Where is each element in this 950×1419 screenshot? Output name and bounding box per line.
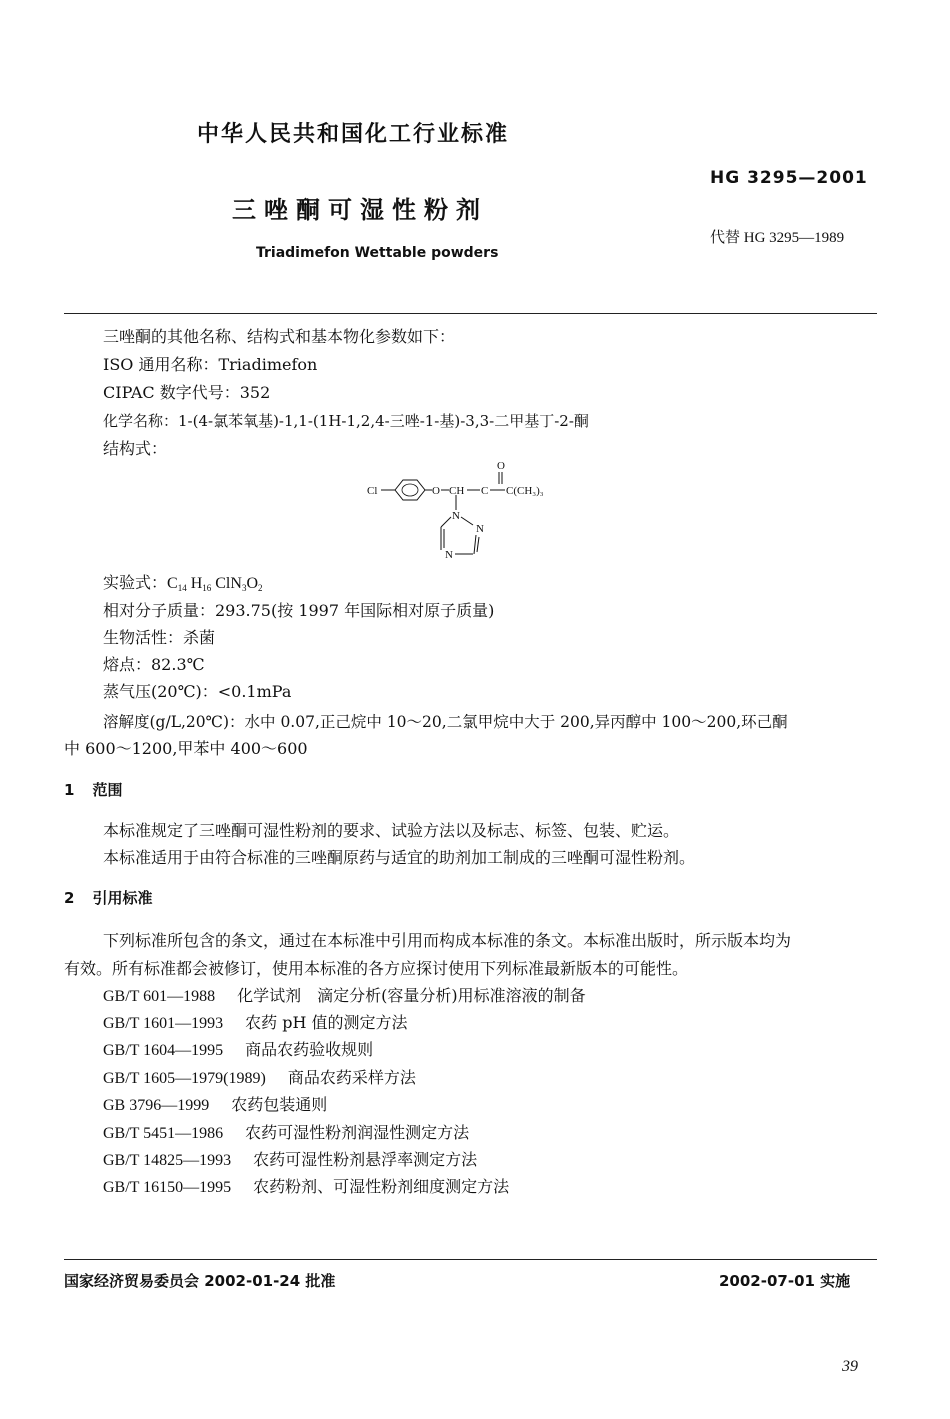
struct-bond — [461, 517, 473, 525]
standard-number: HG 3295—2001 — [710, 168, 868, 188]
reference-item — [103, 1123, 469, 1144]
struct-n1: N — [452, 510, 460, 522]
reference-code: GB/T 14825—1993 — [103, 1152, 232, 1169]
struct-ch: CH — [449, 485, 465, 497]
cipac-code: CIPAC 数字代号：352 — [103, 383, 271, 402]
struct-o-keto: O — [497, 460, 505, 472]
structure-label: 结构式： — [103, 439, 168, 458]
reference-code: GB/T 1605—1979(1989) — [103, 1070, 266, 1087]
molecular-mass: 相对分子质量：293.75(按 1997 年国际相对原子质量) — [103, 601, 495, 620]
reference-title: 化学试剂 滴定分析(容量分析)用标准溶液的制备 — [237, 986, 586, 1005]
doc-title: 三唑酮可湿性粉剂 — [232, 196, 488, 224]
scope-para-2: 本标准适用于由符合标准的三唑酮原药与适宜的助剂加工制成的三唑酮可湿性粉剂。 — [103, 848, 696, 867]
struct-cl: Cl — [367, 485, 378, 497]
page-number: 39 — [842, 1358, 858, 1375]
reference-item — [103, 1013, 408, 1034]
struct-tbu: C(CH₃)₃ — [506, 485, 544, 497]
approval-line: 国家经济贸易委员会 2002-01-24 批准 — [64, 1272, 336, 1290]
iso-common-name: ISO 通用名称：Triadimefon — [103, 355, 318, 374]
reference-item — [103, 1177, 509, 1198]
empirical-formula: 实验式：$C_{14}$ $H_{16}$ $ClN_3O_2$ — [103, 573, 263, 593]
reference-item — [103, 1040, 373, 1061]
org-title: 中华人民共和国化工行业标准 — [197, 122, 510, 147]
reference-code: GB/T 1604—1995 — [103, 1042, 224, 1059]
effective-date: 2002-07-01 实施 — [719, 1272, 851, 1290]
reference-code: GB 3796—1999 — [103, 1097, 210, 1114]
melting-point: 熔点：82.3℃ — [103, 655, 205, 674]
solubility-line-1: 溶解度(g/L,20℃)：水中 0.07,正己烷中 10～20,二氯甲烷中大于 200,异丙醇中 100～200,环己酮 — [103, 713, 788, 731]
benzene-ring-inner — [402, 484, 418, 496]
vapor-pressure: 蒸气压(20℃)：<0.1mPa — [103, 682, 292, 701]
bioactivity: 生物活性：杀菌 — [103, 628, 216, 647]
reference-item — [103, 986, 586, 1007]
normative-refs-para-1: 下列标准所包含的条文，通过在本标准中引用而构成本标准的条文。本标准出版时，所示版本均为 — [103, 931, 792, 950]
replaces-standard: 代替 HG 3295—1989 — [710, 230, 845, 246]
reference-item — [103, 1068, 416, 1089]
reference-title: 商品农药采样方法 — [287, 1068, 416, 1087]
reference-code: GB/T 5451—1986 — [103, 1125, 224, 1142]
reference-title: 商品农药验收规则 — [245, 1040, 374, 1059]
reference-code: GB/T 601—1988 — [103, 988, 216, 1005]
reference-code: GB/T 16150—1995 — [103, 1179, 232, 1196]
struct-o-ether: O — [432, 485, 440, 497]
struct-bond — [474, 535, 476, 554]
intro-lead: 三唑酮的其他名称、结构式和基本物化参数如下： — [103, 327, 456, 346]
reference-title: 农药粉剂、可湿性粉剂细度测定方法 — [253, 1177, 510, 1196]
header-divider — [64, 313, 877, 314]
section-1-heading: 1 范围 — [64, 781, 123, 799]
struct-n2: N — [476, 523, 484, 535]
reference-title: 农药 pH 值的测定方法 — [245, 1013, 408, 1032]
struct-bond — [441, 517, 451, 527]
solubility-line-2: 中 600～1200,甲苯中 400～600 — [64, 739, 308, 758]
structural-formula — [365, 455, 605, 570]
reference-item — [103, 1095, 327, 1116]
scope-para-1: 本标准规定了三唑酮可湿性粉剂的要求、试验方法以及标志、标签、包装、贮运。 — [103, 821, 680, 840]
normative-refs-para-2: 有效。所有标准都会被修订，使用本标准的各方应探讨使用下列标准最新版本的可能性。 — [64, 959, 689, 978]
section-2-heading: 2 引用标准 — [64, 889, 153, 907]
reference-item — [103, 1150, 477, 1171]
reference-title: 农药包装通则 — [231, 1095, 328, 1114]
struct-c: C — [481, 485, 489, 497]
benzene-ring — [395, 480, 425, 500]
footer-divider — [64, 1259, 877, 1260]
reference-title: 农药可湿性粉剂润湿性测定方法 — [245, 1123, 470, 1142]
doc-title-english: Triadimefon Wettable powders — [256, 245, 499, 261]
struct-bond — [477, 537, 479, 552]
chemical-name: 化学名称：1-(4-氯苯氧基)-1,1-(1H-1,2,4-三唑-1-基)-3,3-二甲基丁-2-酮 — [103, 412, 589, 430]
reference-title: 农药可湿性粉剂悬浮率测定方法 — [253, 1150, 478, 1169]
reference-code: GB/T 1601—1993 — [103, 1015, 224, 1032]
struct-n3: N — [445, 549, 453, 561]
